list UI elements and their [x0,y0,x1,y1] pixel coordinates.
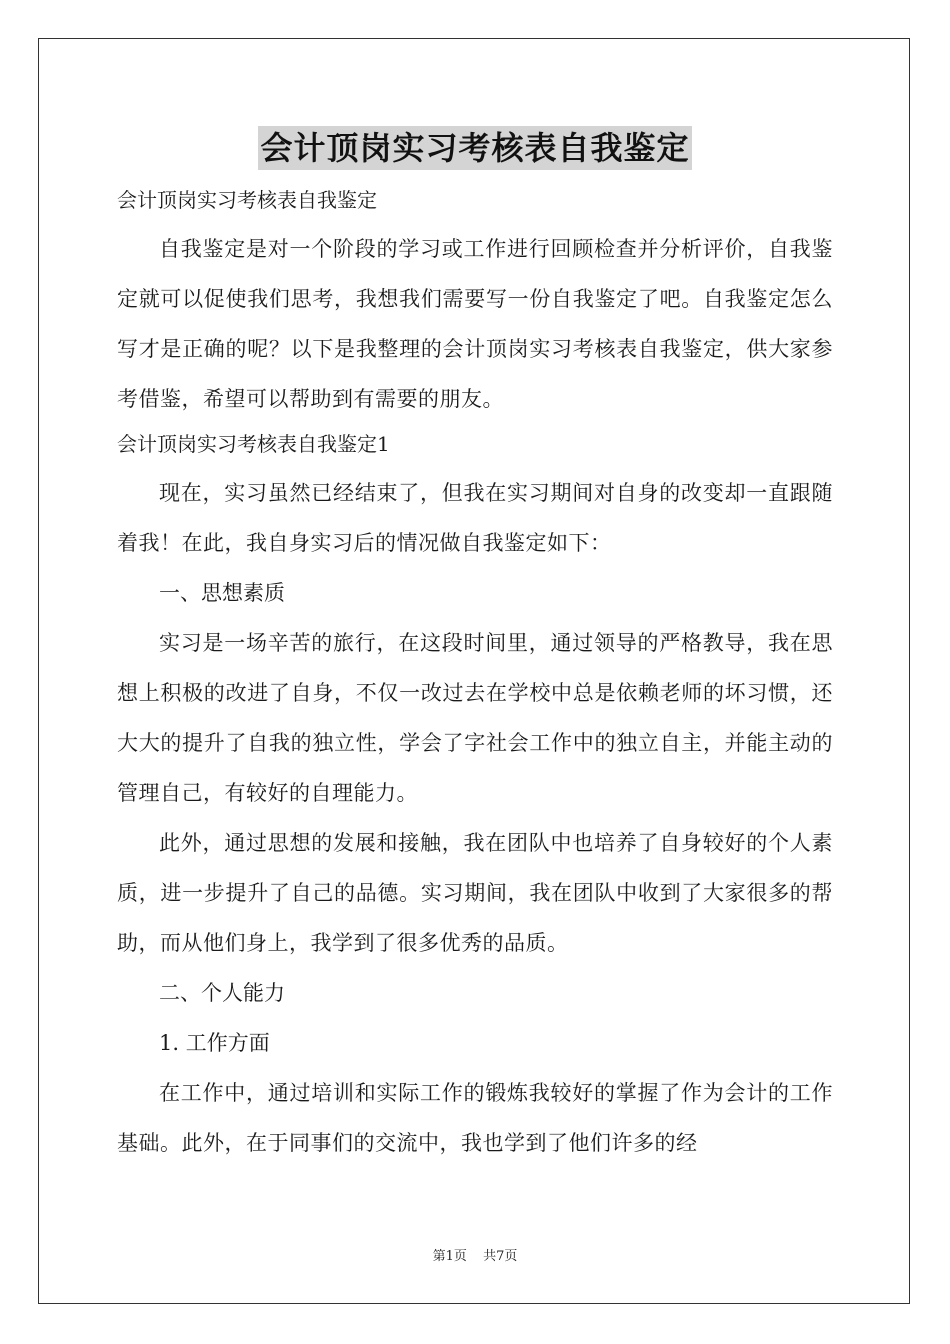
title-container [0,126,950,170]
paragraph-1: 现在，实习虽然已经结束了，但我在实习期间对自身的改变却一直跟随着我！在此，我自身实习后的情况做自我鉴定如下： [117,481,833,555]
heading-personal-ability: 二、个人能力 [159,981,285,1005]
paragraph-4: 在工作中，通过培训和实际工作的锻炼我较好的掌握了作为会计的工作基础。此外，在于同事们的交流中，我也学到了他们许多的经 [117,1081,833,1155]
paragraph-2: 实习是一场辛苦的旅行，在这段时间里，通过领导的严格教导，我在思想上积极的改进了自身，不仅一改过去在学校中总是依赖老师的坏习惯，还大大的提升了自我的独立性，学会了字社会工作中的独立自主，并能主动的管理自己，有较好的自理能力。 [117,631,833,805]
intro-paragraph: 自我鉴定是对一个阶段的学习或工作进行回顾检查并分析评价，自我鉴定就可以促使我们思考，我想我们需要写一份自我鉴定了吧。自我鉴定怎么写才是正确的呢？以下是我整理的会计顶岗实习考核表自我鉴定，供大家参考借鉴，希望可以帮助到有需要的朋友。 [117,237,833,411]
document-subtitle: 会计顶岗实习考核表自我鉴定 [117,188,377,212]
paragraph-3: 此外，通过思想的发展和接触，我在团队中也培养了自身较好的个人素质，进一步提升了自己的品德。实习期间，我在团队中收到了大家很多的帮助，而从他们身上，我学到了很多优秀的品质。 [117,831,833,955]
section-title: 会计顶岗实习考核表自我鉴定1 [117,432,390,456]
heading-work-aspect: 1. 工作方面 [159,1031,270,1055]
heading-thought-quality: 一、思想素质 [159,581,285,605]
document-title: 会计顶岗实习考核表自我鉴定 [258,126,691,170]
page-footer [0,1245,950,1264]
page-number: 第1页 [432,1249,467,1264]
document-body [117,180,833,1168]
page-total: 共7页 [483,1249,518,1264]
